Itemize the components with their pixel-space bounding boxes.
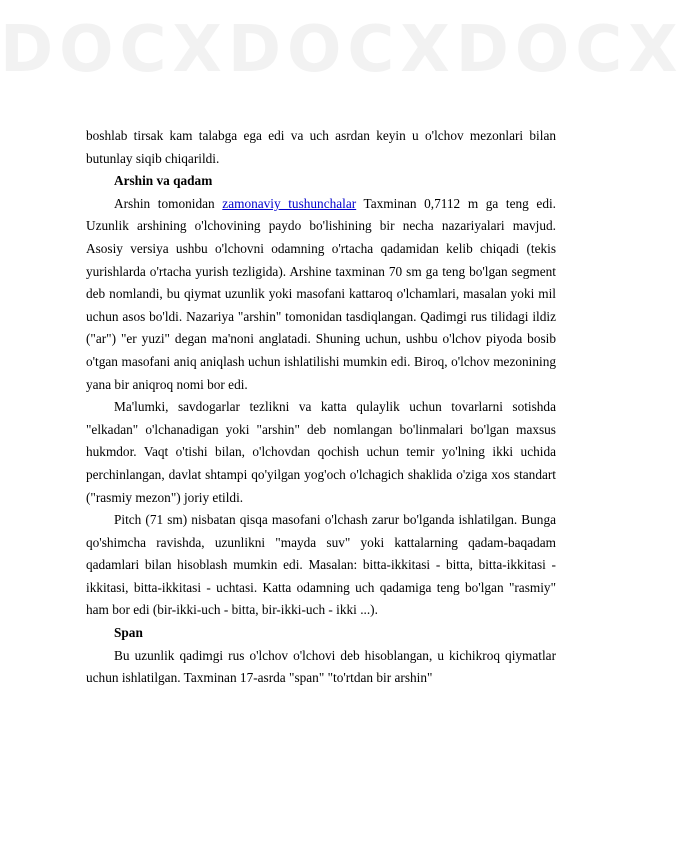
paragraph-arshin-rest: Taxminan 0,7112 m ga teng edi. Uzunlik arshining o'lchovining paydo bo'lishining bir necha nazariyalari mavjud. Asosiy versiya ushbu o'lchovni odamning o'rtacha qadamidan kelib chiqadi (tekis yurishlarda o'rtacha yurish tezligida). Arshine taxminan 70 sm ga teng bo'lgan segment deb nomlandi, bu qiymat uzunlik yoki masofani kattaroq o'lchamlari, masalan yoki mil uchun asos bo'ldi. Nazariya "arshin" tomonidan tasdiqlangan. Qadimgi rus tilidagi ildiz ("ar") "er yuzi" degan ma'noni anglatadi. Shuning uchun, ushbu o'lchov piyoda bosib o'tgan masofani aniq aniqlash uchun ishlatilishi mumkin edi. Biroq, o'lchov mezonining yana bir aniqroq nomi bor edi. (86, 195, 556, 392)
watermark-text: DOCX (455, 13, 684, 87)
watermark-row (0, 13, 684, 87)
paragraph-continued: boshlab tirsak kam talabga ega edi va uch asrdan keyin u o'lchov mezonlari bilan butunlay siqib chiqarildi. (86, 128, 556, 166)
watermark-text: DOCX (0, 13, 228, 87)
paragraph-span: Bu uzunlik qadimgi rus o'lchov o'lchovi deb hisoblangan, u kichikroq qiymatlar uchun ishlatilgan. Taxminan 17-asrda "span" "to'rtdan bir arshin" (86, 647, 556, 686)
paragraph-arshin-start: Arshin tomonidan (114, 195, 223, 211)
watermark (0, 0, 684, 110)
section-heading-span: Span (114, 625, 143, 641)
paragraph-arshin (86, 193, 556, 396)
paragraph-pitch: Pitch (71 sm) nisbatan qisqa masofani o'lchash zarur bo'lganda ishlatilgan. Bunga qo'shimcha ravishda, uzunlikni "mayda suv" yoki kattalarning qadam-baqadam qadamlari bilan hisoblash mumkin edi. Masalan: bitta-ikkitasi - bitta, bitta-ikkitasi - ikkitasi, bitta-ikkitasi - uchtasi. Katta odamning uch qadamiga teng bo'lgan "rasmiy" ham bor edi (bir-ikki-uch - bitta, bir-ikki-uch - ikki ...). (86, 512, 556, 618)
document-page (86, 125, 556, 690)
paragraph-merchants: Ma'lumki, savdogarlar tezlikni va katta qulaylik uchun tovarlarni sotishda "elkadan" o'lchanadigan yoki "arshin" deb nomlangan bo'linmalari bo'lgan maxsus hukmdor. Vaqt o'tishi bilan, o'lchovdan qochish uchun temir yo'lning ikki uchida perchinlangan, davlat shtampi qo'yilgan yog'och o'lchagich shaklida o'ziga xos standart ("rasmiy mezon") joriy etildi. (86, 399, 556, 505)
link-zamonaviy-tushunchalar[interactable]: zamonaviy tushunchalar (222, 195, 357, 211)
section-heading-arshin: Arshin va qadam (114, 173, 213, 189)
watermark-text: DOCX (227, 13, 456, 87)
